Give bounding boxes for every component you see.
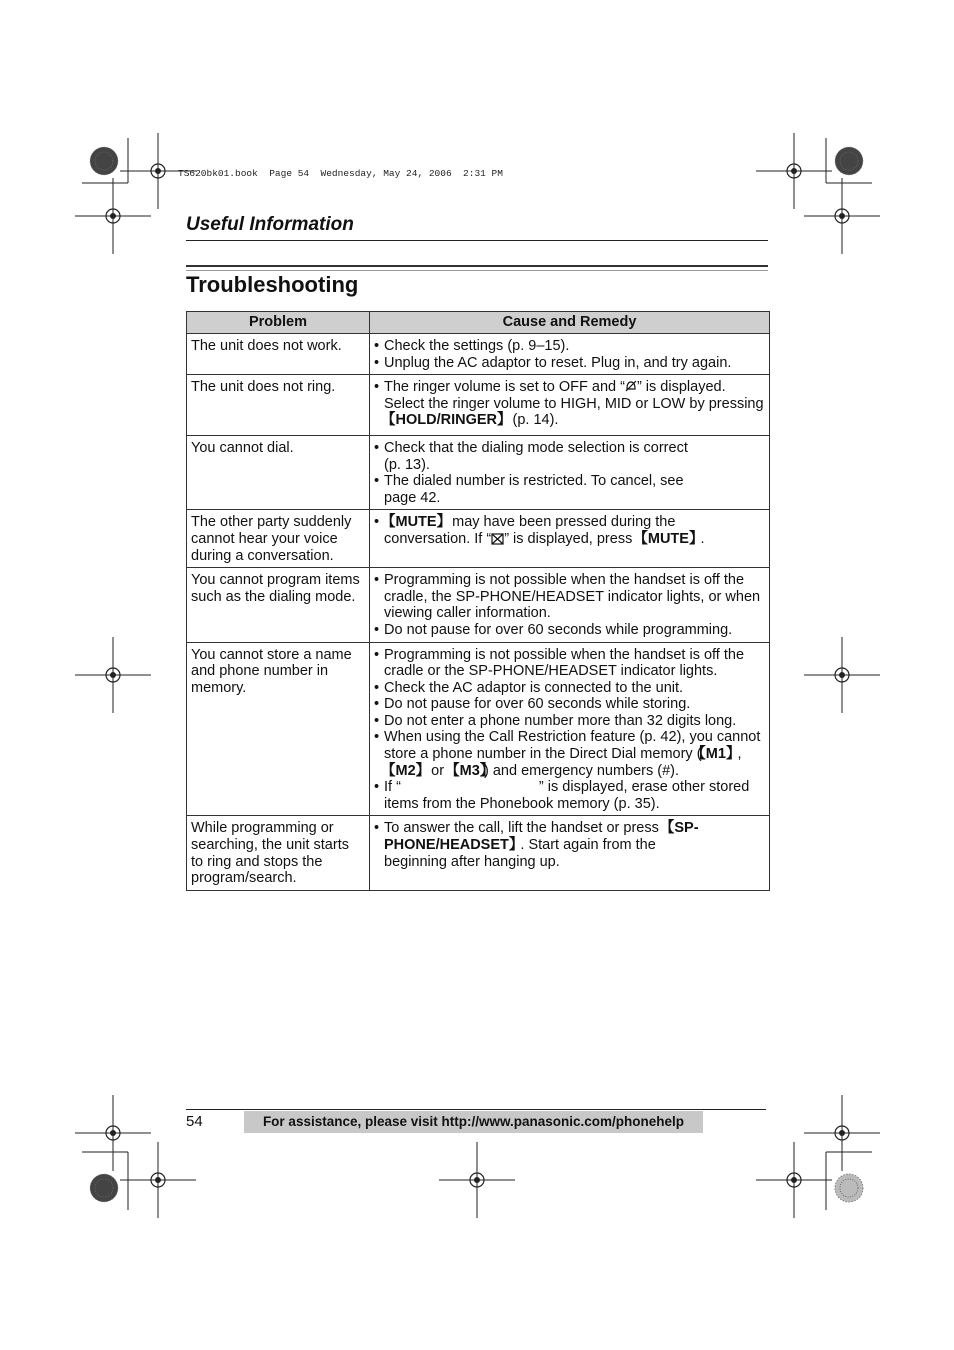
remedy-column-header: Cause and Remedy: [370, 312, 770, 334]
table-row: [187, 375, 770, 436]
page-number: 54: [186, 1113, 203, 1130]
table-row: [187, 334, 770, 375]
m1-key: 【 M1 】: [702, 746, 738, 762]
assistance-banner: For assistance, please visit http://www.panasonic.com/phonehelp: [244, 1111, 703, 1133]
page-title: Troubleshooting: [186, 272, 359, 297]
remedy-item: • The dialed number is restricted. To cancel, see page 42.: [374, 473, 689, 506]
remedy-cell: [370, 435, 770, 509]
remedy-item: • Do not pause for over 60 seconds while storing.: [374, 696, 765, 713]
remedy-item: • When using the Call Restriction feature (p. 42), you cannot store a phone number in the Direct Dial memory (【 M1 】 , 【 M2 】 or 【 M3 】 ) and emergency numbers (#).: [374, 729, 765, 779]
remedy-item: • 【 MUTE 】 may have been pressed during the conversation. If “ ” is displayed, press 【 MUTE 】 .: [374, 514, 709, 547]
hold-ringer-key: 【 HOLD/RINGER 】: [384, 412, 509, 428]
remedy-item: • Do not enter a phone number more than 32 digits long.: [374, 713, 765, 730]
table-row: [187, 642, 770, 816]
remedy-cell: [370, 642, 770, 816]
table-row: [187, 568, 770, 642]
remedy-item: • To answer the call, lift the handset or press 【 SP-PHONE/HEADSET 】 . Start again from the beginning after hanging up.: [374, 820, 719, 870]
ringer-off-icon: [625, 380, 637, 392]
problem-cell: The unit does not work.: [187, 334, 370, 375]
mute-key: 【 MUTE 】: [636, 531, 700, 547]
remedy-item: • Check the settings (p. 9–15).: [374, 338, 765, 355]
remedy-cell: [370, 510, 770, 568]
footer-rule: [186, 1109, 766, 1110]
problem-cell: While programming or searching, the unit starts to ring and stops the program/search.: [187, 816, 370, 890]
remedy-item: • If “ ” is displayed, erase other stored items from the Phonebook memory (p. 35).: [374, 779, 765, 812]
problem-cell: You cannot dial.: [187, 435, 370, 509]
title-rule: [186, 265, 768, 267]
remedy-cell: [370, 375, 770, 436]
print-info: TS620bk01.book Page 54 Wednesday, May 24, 2006 2:31 PM: [178, 168, 503, 179]
table-header-row: [187, 312, 770, 334]
remedy-cell: [370, 334, 770, 375]
remedy-item: • Check the AC adaptor is connected to the unit.: [374, 680, 765, 697]
remedy-item: • Do not pause for over 60 seconds while programming.: [374, 622, 765, 639]
sp-phone-headset-key: 【 SP-PHONE/HEADSET 】: [384, 820, 699, 853]
remedy-item: • Check that the dialing mode selection is correct (p. 13).: [374, 440, 689, 473]
m3-key: 【 M3 】: [448, 763, 484, 779]
problem-column-header: Problem: [187, 312, 370, 334]
remedy-item: • Programming is not possible when the handset is off the cradle or the SP-PHONE/HEADSET indicator lights.: [374, 647, 765, 680]
problem-cell: The unit does not ring.: [187, 375, 370, 436]
section-title: Useful Information: [186, 214, 354, 235]
section-rule: [186, 240, 768, 241]
problem-cell: You cannot store a name and phone number in memory.: [187, 642, 370, 816]
remedy-cell: [370, 568, 770, 642]
m2-key: 【 M2 】: [384, 763, 427, 779]
troubleshooting-table: [186, 311, 770, 891]
table-row: [187, 510, 770, 568]
problem-cell: You cannot program items such as the dialing mode.: [187, 568, 370, 642]
table-row: [187, 435, 770, 509]
mute-icon: [491, 533, 504, 545]
remedy-item: • The ringer volume is set to OFF and “ ” is displayed. Select the ringer volume to HIGH, MID or LOW by pressing 【 HOLD/RINGER 】 (p. 14).: [374, 379, 765, 429]
mute-key: 【 MUTE 】: [384, 514, 448, 530]
remedy-cell: [370, 816, 770, 890]
table-row: [187, 816, 770, 890]
title-rule-thin: [186, 270, 768, 271]
remedy-item: • Programming is not possible when the handset is off the cradle, the SP-PHONE/HEADSET indicator lights, or when viewing caller information.: [374, 572, 765, 622]
problem-cell: The other party suddenly cannot hear your voice during a conversation.: [187, 510, 370, 568]
remedy-item: • Unplug the AC adaptor to reset. Plug in, and try again.: [374, 355, 765, 372]
